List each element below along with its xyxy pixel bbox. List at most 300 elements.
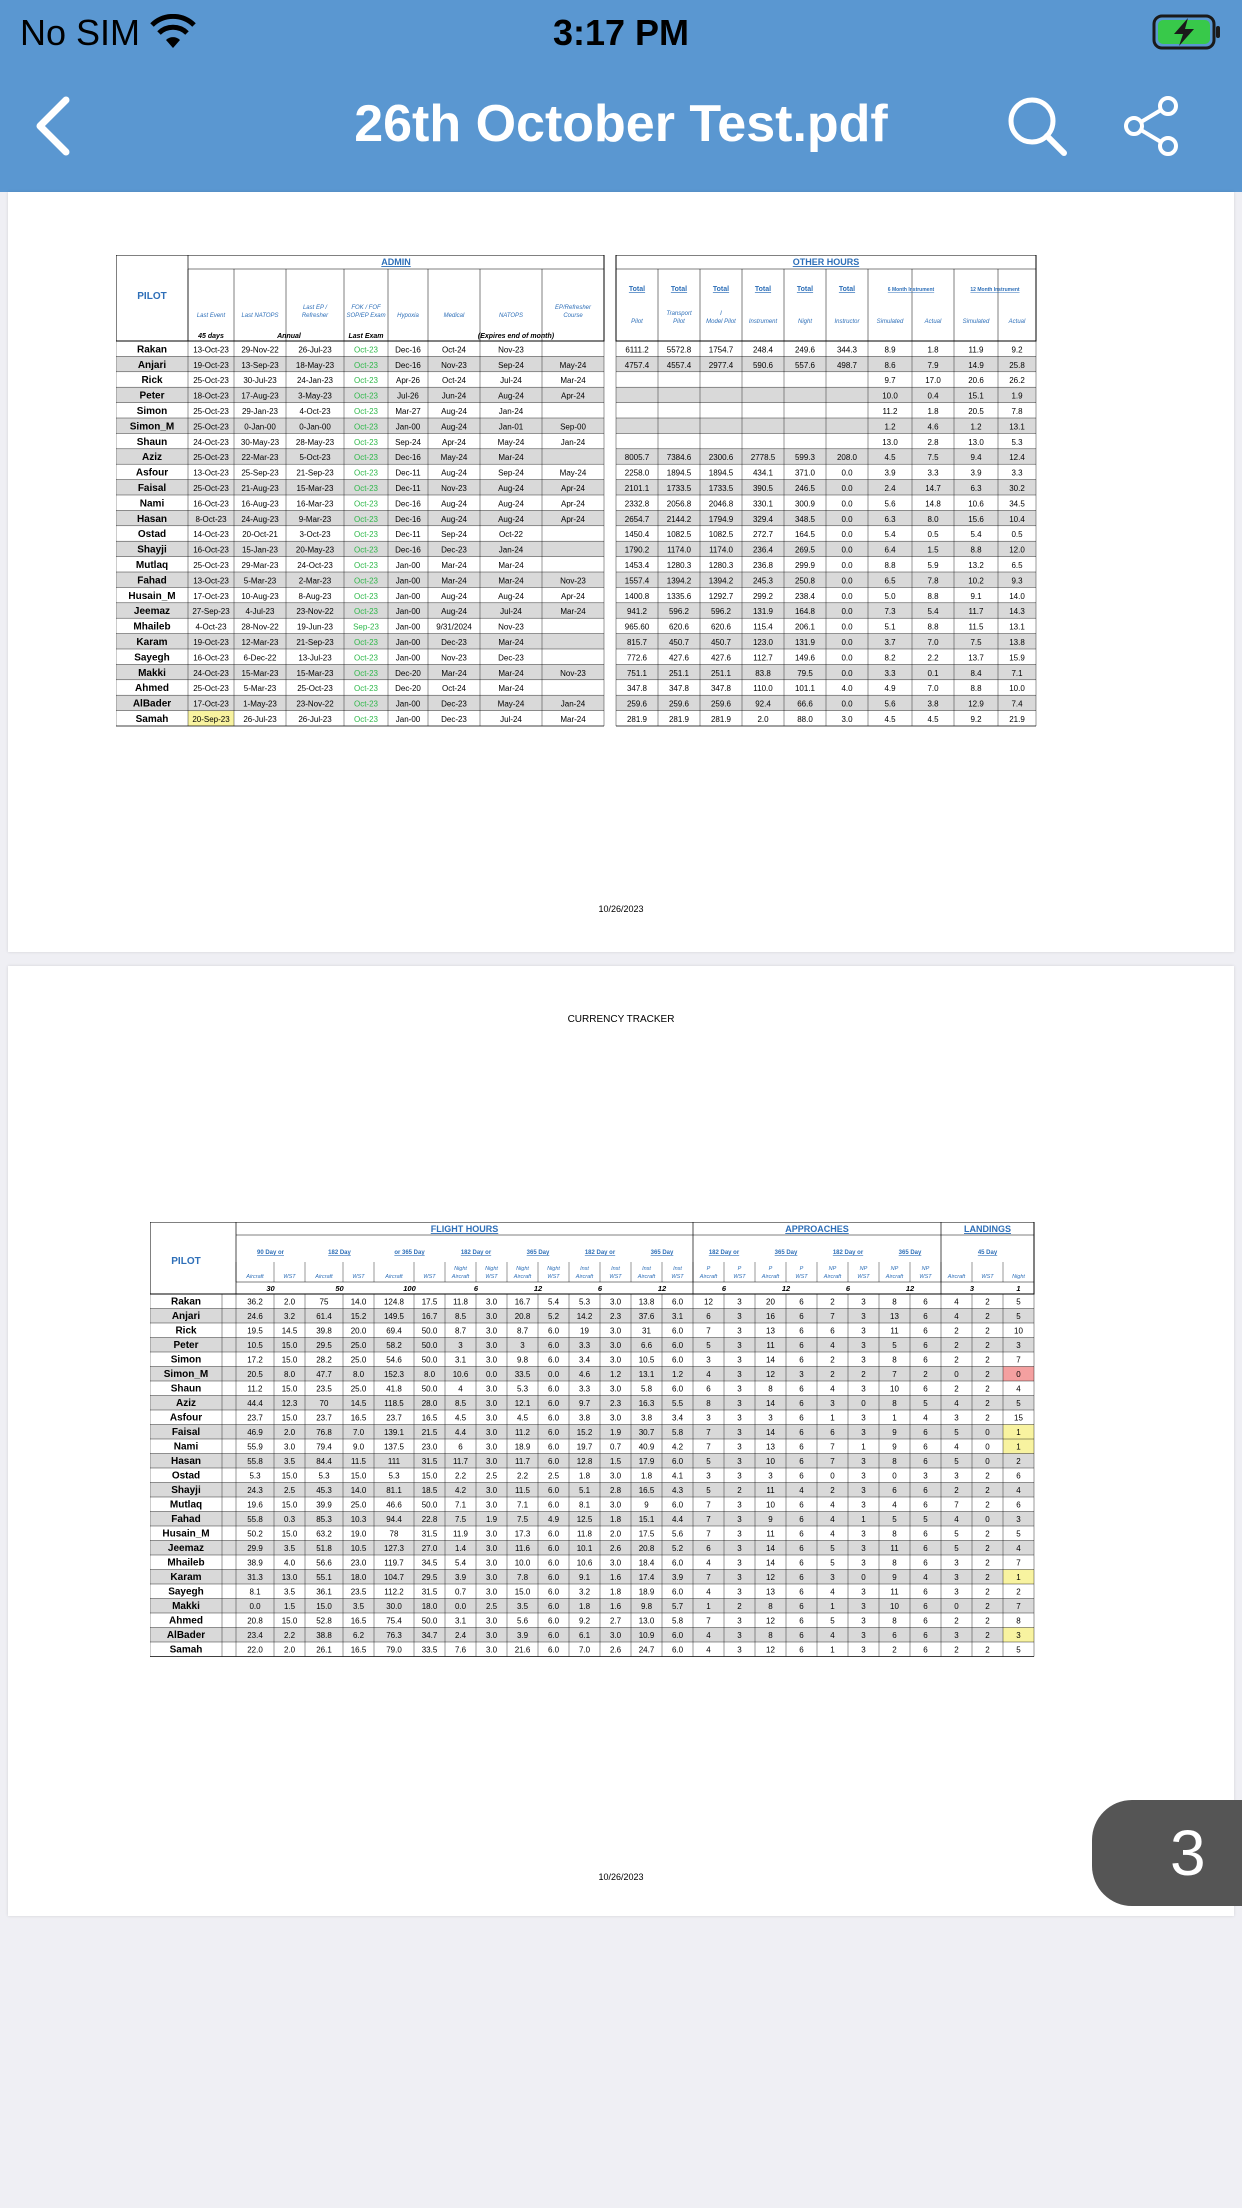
table-cell: 2144.2 — [666, 514, 692, 524]
table-cell: 131.9 — [752, 607, 774, 617]
table-cell: 0 — [985, 1515, 990, 1524]
period-header: 45 Day — [977, 1250, 998, 1256]
table-cell: 8.5 — [454, 1312, 467, 1321]
table-cell: 11 — [766, 1341, 775, 1350]
table-cell: 5.0 — [884, 591, 896, 601]
table-cell: 13.0 — [968, 437, 984, 447]
table-cell: 3 — [954, 1631, 959, 1640]
table-cell: 7 — [706, 1326, 711, 1336]
table-cell: 12 — [766, 1616, 775, 1626]
table-cell: 6.3 — [970, 484, 982, 493]
other-hours-column-label: Actual — [924, 319, 942, 325]
table-cell: 3 — [799, 1370, 804, 1379]
table-cell: Aug-24 — [498, 391, 524, 401]
requirement-value: 12 — [533, 1284, 543, 1293]
table-cell: 2 — [830, 1355, 835, 1365]
table-cell: 6 — [923, 1486, 928, 1495]
table-cell: 2 — [985, 1645, 990, 1655]
table-cell: 8.7 — [516, 1326, 529, 1336]
table-cell: 2 — [954, 1645, 959, 1655]
table-cell: Jan-00 — [395, 607, 421, 617]
table-cell: 54.6 — [386, 1355, 402, 1365]
table-cell: 8 — [892, 1616, 897, 1626]
table-cell: 39.9 — [316, 1500, 332, 1510]
table-cell: 21-Sep-23 — [296, 468, 334, 478]
table-cell: 6.0 — [547, 1602, 560, 1611]
sub-column-label: WST — [857, 1274, 870, 1280]
table-cell: 2056.8 — [666, 499, 692, 509]
table-cell: 13-Oct-23 — [193, 468, 229, 478]
table-cell: Jan-24 — [498, 407, 524, 416]
table-cell: 3.8 — [927, 699, 939, 709]
table-cell: 18-May-23 — [295, 360, 335, 370]
table-cell: 7.8 — [516, 1573, 529, 1582]
table-cell: 12 — [766, 1645, 775, 1655]
status-bar — [0, 0, 1242, 64]
table-cell: Nov-23 — [560, 668, 586, 678]
table-cell: 4 — [1016, 1486, 1021, 1495]
table-cell: 3.5 — [516, 1602, 529, 1611]
table-cell: 14.9 — [968, 360, 984, 370]
table-cell: 1794.9 — [708, 514, 734, 524]
navigation-bar — [0, 64, 1242, 192]
table-cell: 9.4 — [970, 453, 982, 463]
table-cell: Apr-24 — [560, 499, 586, 509]
table-cell: 1.8 — [640, 1471, 653, 1481]
share-icon[interactable] — [1120, 94, 1184, 163]
admin-requirement-label: (Expires end of month) — [477, 333, 555, 340]
table-cell: 15.9 — [1009, 653, 1025, 663]
table-cell: 16-Oct-23 — [193, 499, 229, 509]
table-cell: Nov-23 — [560, 576, 586, 586]
table-cell: 1 — [830, 1413, 835, 1423]
table-cell: Oct-23 — [353, 699, 379, 709]
table-cell: 3.0 — [609, 1326, 622, 1336]
table-cell: 7.5 — [516, 1515, 529, 1524]
other-hours-column-label: Simulated — [876, 319, 904, 325]
table-cell: 6 — [923, 1312, 928, 1321]
table-cell: 1 — [861, 1442, 866, 1452]
table-cell: Dec-16 — [395, 499, 421, 509]
table-cell: 15-Jan-23 — [241, 545, 279, 555]
admin-column-label: EP/Refresher — [554, 305, 592, 311]
table-cell: 1.8 — [578, 1602, 591, 1611]
table-cell: 5 — [706, 1457, 711, 1466]
table-cell: 3 — [737, 1558, 742, 1568]
table-cell: 2 — [1016, 1587, 1021, 1597]
table-cell: 7 — [706, 1529, 711, 1539]
table-cell: 45.3 — [316, 1486, 332, 1495]
table-cell: 16.5 — [421, 1413, 438, 1423]
table-cell: 26.1 — [316, 1645, 332, 1655]
table-cell: 16.5 — [350, 1645, 367, 1655]
table-cell: 6 — [1016, 1500, 1021, 1510]
table-cell: 4.2 — [671, 1442, 684, 1452]
table-cell: 16.7 — [514, 1297, 531, 1307]
table-cell: Oct-24 — [441, 345, 467, 355]
table-cell: Oct-23 — [353, 638, 379, 647]
table-cell: 4 — [954, 1312, 959, 1321]
table-cell: Jan-24 — [560, 437, 586, 447]
table-cell: 9 — [892, 1442, 897, 1452]
table-cell: 9.1 — [578, 1573, 591, 1582]
table-cell: 1.2 — [671, 1370, 684, 1379]
table-cell: 1292.7 — [708, 591, 734, 601]
table-cell: Mar-24 — [498, 576, 524, 586]
pilot-name: Mhaileb — [133, 621, 171, 633]
table-cell: 5.3 — [249, 1471, 261, 1481]
sub-column-label: Inst — [611, 1266, 620, 1272]
table-cell: 259.6 — [668, 699, 690, 709]
table-cell: 8 — [892, 1457, 897, 1466]
requirement-value: 6 — [845, 1284, 851, 1293]
table-cell: 18.0 — [350, 1573, 367, 1582]
table-cell: 3 — [737, 1500, 742, 1510]
table-cell: 751.1 — [626, 668, 648, 678]
table-cell: 3 — [861, 1312, 866, 1321]
table-cell: 1280.3 — [666, 561, 692, 570]
table-cell: 13.1 — [1009, 422, 1025, 432]
sub-column-label: WST — [981, 1274, 994, 1280]
table-cell: Mar-27 — [395, 407, 421, 416]
table-cell: 6 — [799, 1500, 804, 1510]
table-cell: Oct-23 — [353, 407, 379, 416]
table-cell: Oct-23 — [353, 437, 379, 447]
table-cell: 2.2 — [516, 1471, 529, 1481]
table-cell: 3 — [737, 1326, 742, 1336]
table-cell: 4.0 — [283, 1558, 296, 1568]
other-hours-column-label: Night — [797, 319, 813, 325]
table-cell: 3 — [861, 1500, 866, 1510]
table-cell: 4.5 — [884, 715, 896, 724]
table-cell: 3-May-23 — [298, 391, 332, 401]
document-title: 26th October Test.pdf — [354, 95, 888, 153]
pilot-name: Karam — [136, 637, 168, 648]
table-cell: 0-Jan-00 — [299, 422, 331, 432]
table-cell: 0.0 — [841, 668, 853, 678]
table-cell: 15-Mar-23 — [241, 668, 279, 678]
requirement-value: 12 — [781, 1284, 791, 1293]
table-cell: 14 — [766, 1544, 775, 1553]
other-hours-column-label: Pilot — [673, 319, 685, 325]
sub-column-label: WST — [609, 1274, 622, 1280]
table-cell: 6.0 — [547, 1413, 560, 1423]
table-cell: Oct-23 — [353, 484, 379, 493]
table-cell: 17-Oct-23 — [193, 591, 229, 601]
table-cell: Dec-23 — [441, 638, 467, 647]
table-cell: 6.0 — [547, 1500, 560, 1510]
table-cell: 5.5 — [671, 1399, 684, 1408]
sub-column-label: Aircraft — [761, 1274, 780, 1280]
table-cell: 29-Nov-22 — [241, 345, 279, 355]
table-cell: 3.9 — [884, 468, 896, 478]
table-cell: 2.5 — [283, 1486, 296, 1495]
table-cell: 3 — [830, 1399, 835, 1408]
table-cell: 4557.4 — [666, 360, 692, 370]
pilot-name: Shaun — [136, 436, 168, 448]
table-cell: May-24 — [559, 360, 587, 370]
table-cell: 18.5 — [421, 1486, 438, 1495]
table-cell: 2.7 — [609, 1616, 622, 1626]
table-cell: Aug-24 — [441, 407, 467, 416]
sub-column-label: Aircraft — [947, 1274, 966, 1280]
table-cell: 2 — [985, 1471, 990, 1481]
search-icon[interactable] — [1005, 94, 1069, 163]
table-cell: 2.8 — [927, 437, 939, 447]
table-cell: 58.2 — [386, 1341, 402, 1350]
pilot-name: Nami — [139, 498, 165, 510]
table-cell: 1754.7 — [708, 345, 734, 355]
table-cell: 1082.5 — [666, 530, 692, 540]
table-cell: 4-Jul-23 — [245, 607, 275, 617]
table-cell: 34.7 — [421, 1631, 438, 1640]
table-cell: 4.5 — [516, 1413, 529, 1423]
table-cell: 24.3 — [247, 1486, 263, 1495]
table-cell: 27.0 — [421, 1544, 438, 1553]
sub-column-label: WST — [547, 1274, 560, 1280]
table-cell: 124.8 — [383, 1297, 405, 1307]
table-cell: 0.0 — [249, 1602, 261, 1611]
pilot-name: Mutlaq — [135, 560, 169, 571]
table-cell: 6 — [892, 1486, 897, 1495]
table-cell: 25.8 — [1009, 360, 1025, 370]
table-cell: 7.8 — [1011, 407, 1023, 416]
sub-column-label: Aircraft — [451, 1274, 470, 1280]
table-cell: 5 — [954, 1428, 959, 1437]
other-hours-group-label: Total — [712, 286, 730, 293]
table-cell: 2332.8 — [624, 499, 650, 509]
table-cell: 20.5 — [968, 407, 984, 416]
table-cell: Oct-23 — [353, 468, 379, 478]
table-cell: 6.0 — [547, 1326, 560, 1336]
pilot-name: Simon — [170, 1354, 202, 1366]
table-cell: 8.8 — [927, 622, 939, 632]
table-cell: 0.0 — [841, 545, 853, 555]
page-footer-date: 10/26/2023 — [598, 1872, 644, 1882]
table-cell: 23.7 — [247, 1413, 263, 1423]
table-cell: 23.4 — [247, 1631, 263, 1640]
table-cell: 6.0 — [671, 1631, 684, 1640]
table-cell: 9.7 — [578, 1399, 591, 1408]
table-cell: 66.6 — [797, 699, 813, 709]
table-cell: 10 — [890, 1602, 899, 1611]
table-cell: May-24 — [440, 453, 468, 463]
table-cell: 19.6 — [247, 1500, 263, 1510]
table-cell: 8-Oct-23 — [195, 514, 227, 524]
table-cell: 9.2 — [578, 1616, 591, 1626]
table-cell: 4.2 — [454, 1486, 467, 1495]
table-cell: 11 — [890, 1326, 899, 1336]
sub-column-label: Night — [516, 1266, 529, 1272]
table-cell: 17-Oct-23 — [193, 699, 229, 709]
pilot-name: Fahad — [171, 1514, 201, 1525]
table-cell: 34.5 — [1009, 499, 1025, 509]
other-hours-column-label: Transport — [666, 311, 692, 317]
table-cell: 2 — [861, 1370, 866, 1379]
pilot-header: PILOT — [171, 1256, 201, 1267]
table-cell: 390.5 — [752, 484, 774, 493]
table-cell: 3 — [737, 1341, 742, 1350]
sub-column-label: Inst — [580, 1266, 589, 1272]
admin-column-label: Hypoxia — [397, 313, 419, 319]
table-cell: 245.3 — [752, 576, 774, 586]
table-cell: 5 — [1016, 1645, 1021, 1655]
table-cell: 238.4 — [794, 591, 816, 601]
sub-column-label: NP — [828, 1266, 837, 1272]
table-cell: 2046.8 — [708, 499, 734, 509]
table-cell: 347.8 — [710, 684, 732, 694]
table-cell: 3.0 — [609, 1297, 622, 1307]
table-cell: 8.0 — [927, 514, 939, 524]
table-cell: 450.7 — [668, 638, 690, 647]
table-cell: 8 — [706, 1399, 711, 1408]
table-cell: 10.6 — [452, 1370, 469, 1379]
table-cell: 3 — [706, 1471, 711, 1481]
table-cell: 88.0 — [797, 715, 813, 724]
pilot-name: Makki — [138, 667, 166, 679]
sub-column-label: P — [799, 1266, 804, 1272]
table-cell: Nov-23 — [441, 653, 467, 663]
table-cell: 6 — [799, 1515, 804, 1524]
table-cell: 3 — [737, 1544, 742, 1553]
table-cell: 13 — [766, 1326, 775, 1336]
table-cell: Mar-24 — [498, 561, 524, 570]
table-cell: 9-Mar-23 — [298, 514, 332, 524]
table-cell: 22.0 — [247, 1645, 263, 1655]
table-cell: 3.0 — [609, 1413, 622, 1423]
table-cell: 5.2 — [671, 1544, 684, 1553]
table-cell: 3 — [861, 1428, 866, 1437]
table-cell: 5 — [954, 1529, 959, 1539]
table-cell: 7.0 — [578, 1645, 591, 1655]
table-cell: 0.4 — [927, 391, 939, 401]
table-cell: 6.0 — [671, 1587, 684, 1597]
table-cell: 4.5 — [454, 1413, 467, 1423]
table-cell: 299.2 — [752, 591, 774, 601]
clock: 3:17 PM — [552, 12, 690, 53]
table-cell: 6 — [706, 1312, 711, 1321]
table-cell: 0.0 — [841, 484, 853, 493]
table-cell: 61.4 — [316, 1312, 332, 1321]
table-cell: 8 — [892, 1529, 897, 1539]
table-cell: 20.8 — [638, 1544, 655, 1553]
period-header: or 365 Day — [394, 1250, 425, 1256]
table-cell: 3 — [830, 1573, 835, 1582]
table-cell: 14-Oct-23 — [193, 530, 229, 540]
table-cell: 1394.2 — [708, 576, 734, 586]
table-cell: 7 — [1016, 1558, 1021, 1568]
group-header: LANDINGS — [964, 1224, 1011, 1234]
table-cell: 2 — [954, 1355, 959, 1365]
sub-column-label: Night — [485, 1266, 498, 1272]
page-number-indicator[interactable]: 3 — [1092, 1800, 1242, 1906]
table-cell: Dec-23 — [498, 653, 524, 663]
table-cell: Dec-20 — [395, 684, 421, 694]
table-cell: 13.2 — [968, 561, 984, 570]
table-cell: 79.5 — [797, 668, 813, 678]
pilot-name: AlBader — [132, 698, 172, 710]
table-cell: 0.7 — [454, 1587, 467, 1597]
table-cell: 3.0 — [485, 1544, 498, 1553]
table-cell: 0.0 — [841, 499, 853, 509]
table-cell: 21-Sep-23 — [296, 638, 334, 647]
table-cell: 19.5 — [247, 1326, 263, 1336]
table-cell: 15-Mar-23 — [296, 668, 334, 678]
table-cell: 6 — [799, 1602, 804, 1611]
pilot-name: Nami — [173, 1441, 199, 1453]
table-cell: 13.0 — [882, 437, 898, 447]
pilot-name: Simon — [136, 406, 168, 417]
table-cell: 26-Jul-23 — [298, 715, 332, 724]
table-cell: 20 — [766, 1297, 775, 1307]
table-cell: 11 — [766, 1486, 775, 1495]
table-cell: 4 — [799, 1486, 804, 1495]
period-header: 365 Day — [526, 1250, 550, 1256]
pilot-name: Jeemaz — [133, 606, 171, 618]
requirement-value: 30 — [266, 1284, 275, 1293]
table-cell: 7.3 — [884, 607, 896, 617]
table-cell: 4-Oct-23 — [299, 407, 331, 416]
table-cell: 7.8 — [927, 576, 939, 586]
table-cell: 2 — [985, 1413, 990, 1423]
table-cell: Aug-24 — [498, 514, 524, 524]
table-cell: 2 — [985, 1544, 990, 1553]
table-cell: 13.8 — [638, 1297, 655, 1307]
table-cell: 19-Oct-23 — [193, 360, 229, 370]
table-cell: 620.6 — [668, 622, 690, 632]
table-cell: 11.7 — [968, 607, 984, 617]
table-cell: 599.3 — [794, 453, 816, 463]
table-cell: 14.7 — [925, 484, 941, 493]
table-cell: 8 — [768, 1631, 773, 1640]
sub-column-label: WST — [733, 1274, 746, 1280]
table-cell: 13.0 — [281, 1573, 298, 1582]
table-cell: 0 — [954, 1602, 959, 1611]
table-cell: 1.2 — [884, 422, 896, 432]
table-cell: 3.1 — [671, 1312, 684, 1321]
table-cell: 8005.7 — [624, 453, 650, 463]
table-cell: 1 — [830, 1645, 835, 1655]
table-cell: 0.0 — [841, 576, 853, 586]
table-cell: 3 — [861, 1631, 866, 1640]
table-cell: 112.7 — [753, 653, 773, 663]
table-cell: 9 — [644, 1500, 649, 1510]
table-cell: 4.9 — [547, 1515, 560, 1524]
table-cell: 427.6 — [710, 653, 732, 663]
table-cell: Oct-23 — [353, 530, 379, 540]
table-cell: 2300.6 — [708, 453, 734, 463]
other-hours-group-label: Total — [670, 286, 688, 293]
table-cell: 29.5 — [316, 1341, 332, 1350]
table-cell: 1174.0 — [709, 545, 733, 555]
table-cell: 20.5 — [247, 1370, 263, 1379]
table-cell: 29-Jan-23 — [241, 407, 279, 416]
table-cell: 8.1 — [578, 1500, 591, 1510]
pilot-name: Simon_M — [129, 421, 175, 433]
other-hours-column-label: Instrument — [748, 319, 778, 325]
table-cell: 6 — [923, 1384, 928, 1394]
table-cell: 2.0 — [283, 1297, 296, 1307]
table-cell: 11 — [766, 1529, 775, 1539]
table-cell: 2778.5 — [750, 453, 776, 463]
table-cell: 40.9 — [638, 1442, 655, 1452]
table-cell: 17.9 — [638, 1457, 655, 1466]
table-cell: 3.5 — [283, 1587, 296, 1597]
table-cell: Jan-24 — [560, 699, 586, 709]
table-cell: 44.4 — [247, 1399, 263, 1408]
table-cell: 4-Oct-23 — [195, 622, 227, 632]
table-cell: 1 — [1016, 1428, 1021, 1437]
